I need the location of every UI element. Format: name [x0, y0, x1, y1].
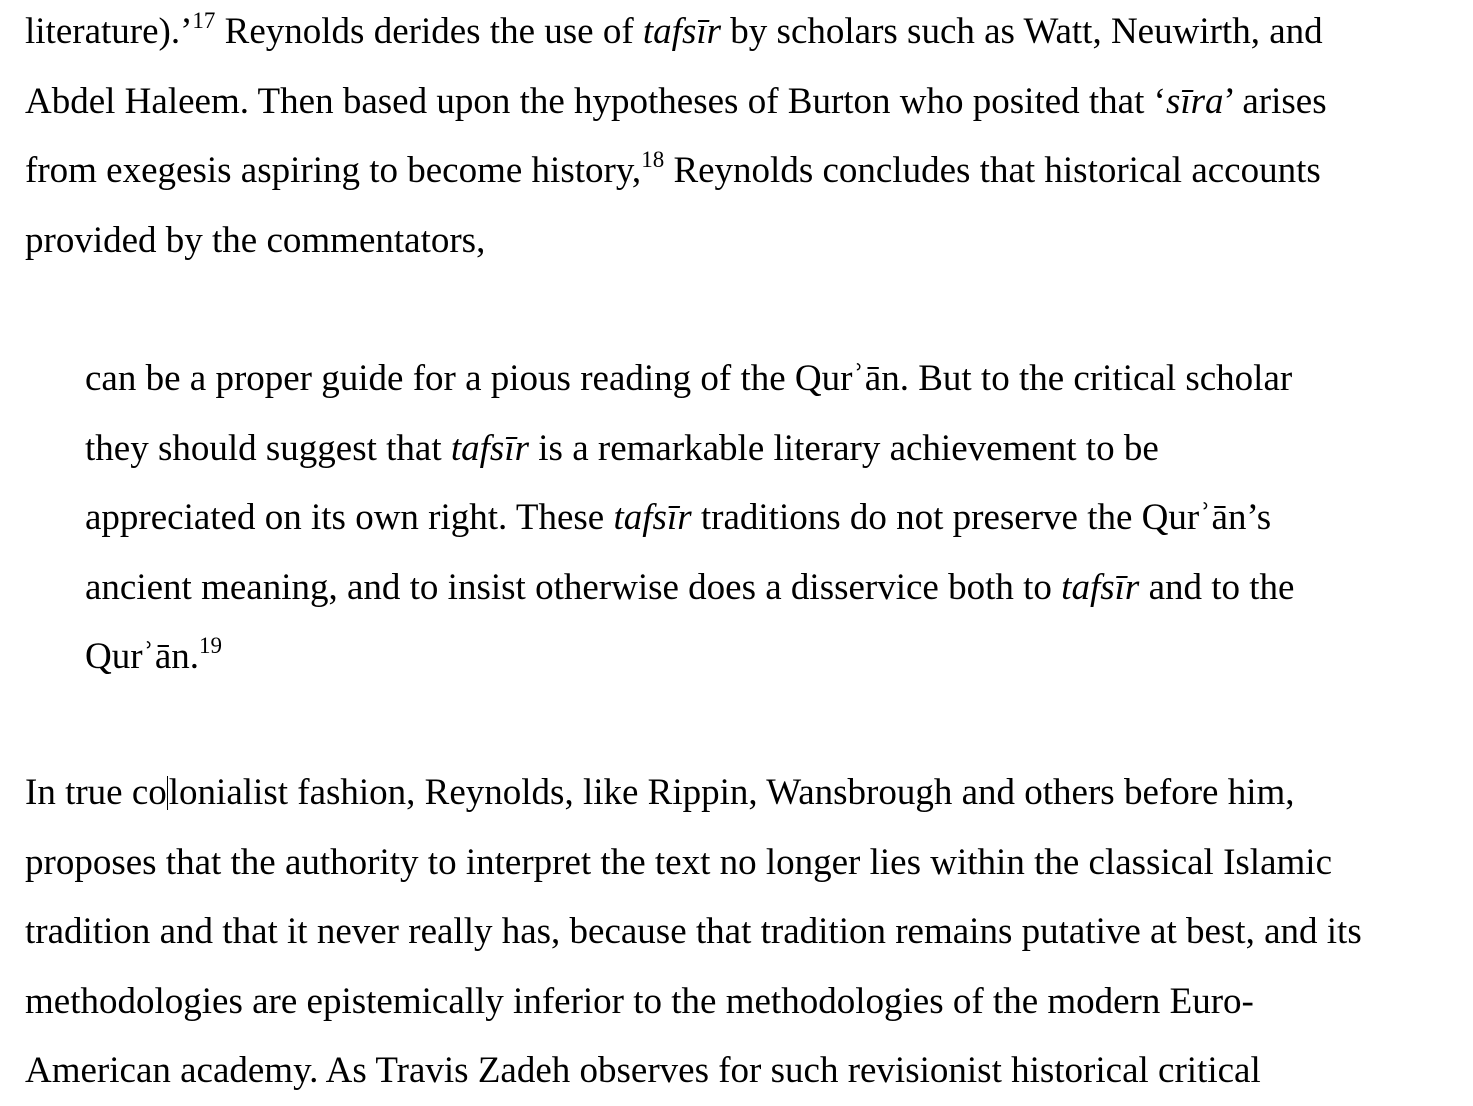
paragraph-2-line-5: American academy. As Travis Zadeh observes for such revisionist historical critical: [25, 1050, 1261, 1091]
footnote-ref-18: 18: [641, 146, 665, 172]
paragraph-2[interactable]: [25, 758, 1362, 1106]
paragraph-2-line-3: tradition and that it never really has, because that tradition remains putative at best, and its: [25, 911, 1362, 952]
paragraph-2-line-4: methodologies are epistemically inferior to the methodologies of the modern Euro-: [25, 980, 1254, 1022]
footnote-ref-17: 17: [192, 7, 216, 33]
block-quote-line-1: can be a proper guide for a pious reading of the Qurʾān. But to the critical scholar: [85, 358, 1293, 399]
paragraph-2-line-2: proposes that the authority to interpret the text no longer lies within the classical Islamic: [25, 841, 1332, 883]
block-quote: [85, 344, 1294, 692]
paragraph-1-line-2: Abdel Haleem. Then based upon the hypotheses of Burton who posited that ‘sīra’ arises: [25, 80, 1327, 122]
block-quote-line-5: Qurʾān.$^{19}$: [85, 632, 223, 677]
footnote-ref-19: 19: [199, 632, 223, 658]
block-quote-line-2: they should suggest that tafsīr is a remarkable literary achievement to be: [85, 427, 1159, 469]
block-quote-line-4: ancient meaning, and to insist otherwise does a disservice both to tafsīr and to the: [85, 566, 1295, 608]
paragraph-1-line-1: literature).’$^{17}$ Reynolds derides the use of tafsīr by scholars such as Watt, Neuwirth, and: [25, 7, 1323, 52]
paragraph-1-line-4: provided by the commentators,: [25, 219, 486, 261]
block-quote-line-3: appreciated on its own right. These tafsīr traditions do not preserve the Qurʾān’s: [85, 497, 1272, 538]
paragraph-1-line-3: from exegesis aspiring to become history,$^{18}$ Reynolds concludes that historical accounts: [25, 146, 1321, 191]
paragraph-2-line-1: In true colonialist fashion, Reynolds, like Rippin, Wansbrough and others before him,: [25, 772, 1295, 813]
paragraph-1: [25, 0, 1327, 275]
